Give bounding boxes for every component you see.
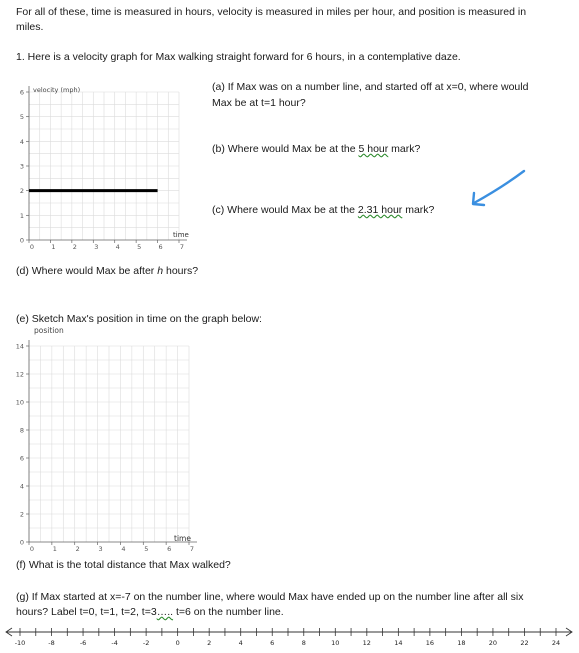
x-tick-label: 6 — [158, 243, 163, 251]
y-tick-label: 6 — [19, 88, 24, 97]
part-c-pre: (c) Where would Max be at the — [212, 204, 358, 216]
part-g-post: t=6 on the number line. — [173, 606, 284, 618]
position-x-label: time — [174, 534, 191, 543]
part-d-post: hours? — [163, 265, 199, 277]
velocity-y-label: velocity (mph) — [33, 86, 81, 94]
y-tick-label: 6 — [19, 454, 24, 463]
x-tick-label: 2 — [75, 545, 80, 553]
number-line-label: 12 — [362, 639, 371, 647]
x-tick-label: 1 — [52, 545, 57, 553]
number-line-label: 18 — [457, 639, 466, 647]
x-tick-label: 7 — [179, 243, 185, 251]
x-tick-label: 1 — [51, 243, 56, 251]
part-d — [16, 264, 198, 279]
number-line-label: -10 — [14, 639, 26, 647]
velocity-y-ticks — [20, 89, 29, 245]
number-line-label: 8 — [301, 639, 306, 647]
part-a-line-1: (a) If Max was on a number line, and started off at x=0, where would — [212, 81, 529, 93]
x-tick-label: 3 — [98, 545, 103, 553]
intro-line-1: For all of these, time is measured in hours, velocity is measured in miles per hour, and position is measured in — [16, 6, 527, 18]
position-grid — [29, 340, 197, 542]
number-line-label: 14 — [394, 639, 403, 647]
y-tick-label: 0 — [19, 538, 24, 547]
x-tick-label: 6 — [167, 545, 172, 553]
x-tick-label: 0 — [29, 243, 35, 251]
part-g-dots: ….. — [156, 606, 174, 618]
y-tick-label: 0 — [19, 236, 24, 245]
y-tick-label: 8 — [19, 426, 24, 435]
number-line-label: 6 — [270, 639, 275, 647]
y-tick-label: 2 — [19, 510, 24, 519]
number-line-label: 10 — [331, 639, 340, 647]
part-f: (f) What is the total distance that Max walked? — [16, 559, 231, 571]
y-tick-label: 14 — [15, 342, 24, 351]
part-d-pre: (d) Where would Max be after — [16, 265, 158, 277]
x-tick-label: 5 — [144, 545, 149, 553]
number-line-label: -6 — [79, 639, 87, 647]
number-line-label: 2 — [207, 639, 212, 647]
part-g-pre: hours? Label t=0, t=1, t=2, t=3 — [16, 606, 157, 618]
part-a-line-2: Max be at t=1 hour? — [212, 97, 306, 109]
x-tick-label: 7 — [189, 545, 195, 553]
y-tick-label: 5 — [19, 113, 24, 122]
part-b-mark: 5 hour — [358, 143, 389, 155]
part-g-line-2 — [16, 605, 284, 620]
x-tick-label: 4 — [121, 545, 126, 553]
velocity-grid — [29, 86, 187, 240]
number-line-label: 22 — [520, 639, 529, 647]
number-line-label: 4 — [238, 639, 243, 647]
x-tick-label: 3 — [94, 243, 99, 251]
y-tick-label: 1 — [19, 211, 24, 220]
number-line-label: 16 — [425, 639, 435, 647]
velocity-x-ticks — [29, 240, 184, 251]
y-tick-label: 4 — [19, 137, 24, 146]
position-graph — [0, 322, 215, 560]
number-line-label: -4 — [111, 639, 118, 647]
position-x-ticks — [29, 542, 194, 553]
number-line-axis — [6, 628, 572, 647]
y-tick-label: 10 — [15, 398, 24, 407]
x-tick-label: 4 — [115, 243, 120, 251]
part-e: (e) Sketch Max's position in time on the graph below: — [16, 313, 262, 325]
y-tick-label: 2 — [19, 187, 24, 196]
number-line-label: -2 — [142, 639, 150, 647]
velocity-graph — [0, 80, 205, 260]
number-line-label: 24 — [551, 639, 561, 647]
y-tick-label: 4 — [19, 482, 24, 491]
intro-line-2: miles. — [16, 21, 44, 33]
velocity-x-label: time — [173, 231, 189, 239]
part-b — [212, 142, 420, 157]
part-b-post: mark? — [388, 143, 421, 155]
number-line-label: -8 — [48, 639, 55, 647]
position-y-ticks — [16, 343, 29, 547]
part-b-pre: (b) Where would Max be at the — [212, 143, 359, 155]
x-tick-label: 0 — [29, 545, 35, 553]
number-line-label: 20 — [488, 639, 498, 647]
part-c-mark: 2.31 hour — [357, 204, 403, 216]
number-line-label: 0 — [175, 639, 180, 647]
y-tick-label: 3 — [19, 162, 24, 171]
x-tick-label: 2 — [72, 243, 77, 251]
problem-heading: 1. Here is a velocity graph for Max walking straight forward for 6 hours, in a contemplative daze. — [16, 51, 461, 63]
part-c-post: mark? — [402, 204, 435, 216]
position-y-label: position — [34, 326, 64, 335]
y-tick-label: 12 — [15, 370, 24, 379]
number-line — [0, 622, 579, 653]
part-d-var: h — [157, 265, 164, 277]
part-c — [212, 203, 434, 218]
part-g-line-1: (g) If Max started at x=-7 on the number line, where would Max have ended up on the number line after all six — [16, 591, 524, 603]
annotation-arrow-icon — [462, 165, 532, 215]
x-tick-label: 5 — [137, 243, 142, 251]
